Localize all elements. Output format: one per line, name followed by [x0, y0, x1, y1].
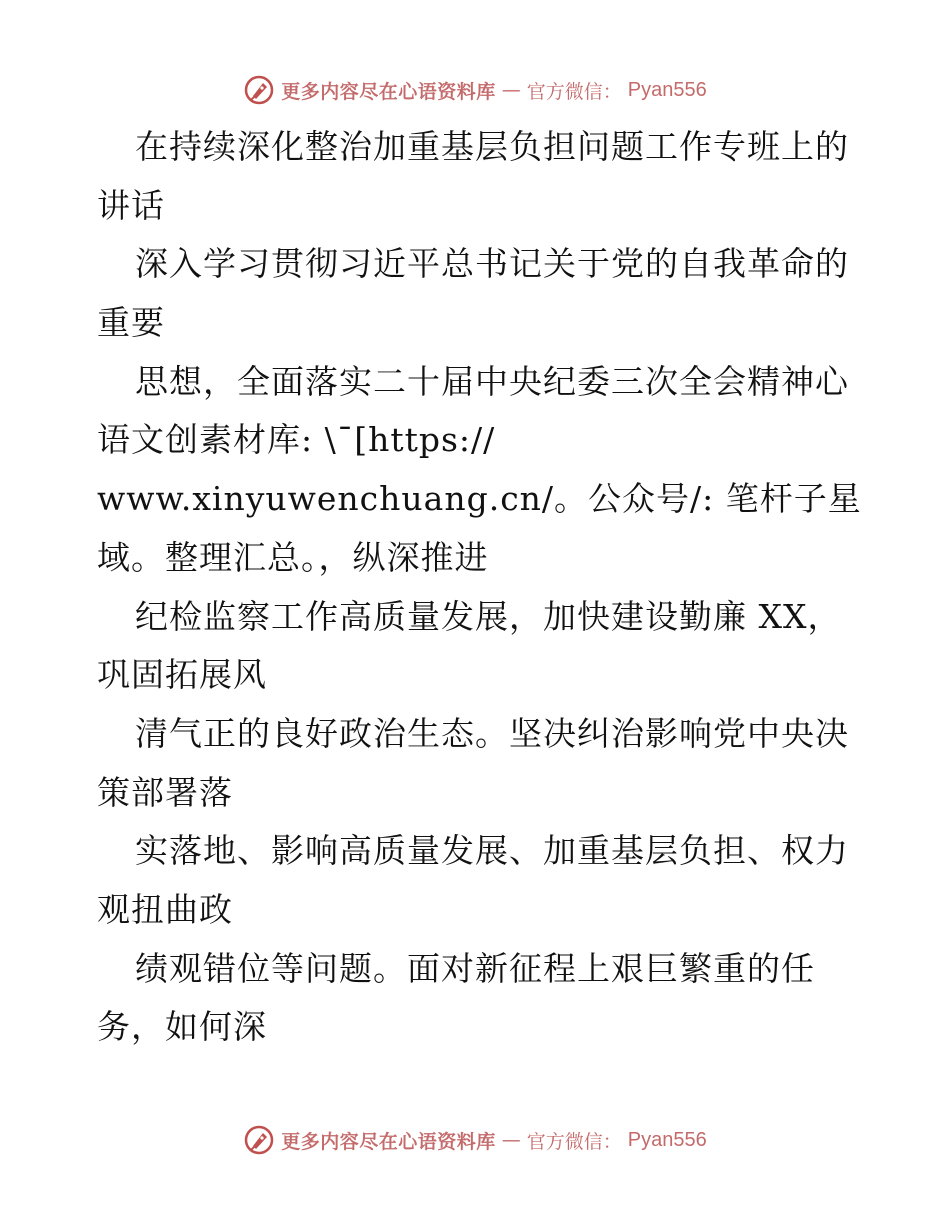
banner-title: 更多内容尽在心语资料库: [281, 80, 496, 103]
body-line: 绩观错位等问题。面对新征程上艰巨繁重的任: [135, 948, 815, 988]
body-line: 在持续深化整治加重基层负担问题工作专班上的: [135, 127, 849, 166]
header-banner: [0, 72, 950, 108]
banner-separator: —: [501, 79, 521, 101]
body-line: 实落地、影响高质量发展、加重基层负担、权力: [135, 831, 849, 871]
body-line: 思想，全面落实二十届中央纪委三次全会精神心: [135, 361, 849, 401]
banner-wechat-id: Pyan556: [627, 1128, 707, 1151]
body-line: www.xinyuwenchuang.cn/。公众号/: 笔杆子星: [97, 479, 862, 519]
banner-wechat-label: 官方微信：: [526, 1130, 622, 1153]
body-line: 讲话: [97, 185, 165, 225]
document-body: [97, 118, 862, 1057]
body-line: 务，如何深: [97, 1007, 267, 1047]
banner-wechat-id: Pyan556: [627, 78, 707, 101]
body-line: 观扭曲政: [97, 889, 233, 929]
body-line: 巩固拓展风: [97, 655, 267, 695]
body-line: 纪检监察工作高质量发展，加快建设勤廉 XX，: [135, 596, 842, 636]
body-line: 清气正的良好政治生态。坚决纠治影响党中央决: [135, 713, 849, 753]
body-line: 重要: [97, 303, 165, 343]
body-line: 域。整理汇总。，纵深推进: [97, 537, 489, 577]
body-line: 语文创素材库: \¯[https://: [97, 420, 496, 460]
banner-title: 更多内容尽在心语资料库: [281, 1130, 496, 1153]
banner-wechat-label: 官方微信：: [526, 80, 622, 103]
footer-banner: [0, 1122, 950, 1158]
pen-nib-circle-icon: [243, 74, 275, 106]
pen-nib-circle-icon: [243, 1124, 275, 1156]
body-line: 策部署落: [97, 772, 233, 812]
banner-separator: —: [501, 1129, 521, 1151]
body-line: 深入学习贯彻习近平总书记关于党的自我革命的: [135, 244, 849, 284]
